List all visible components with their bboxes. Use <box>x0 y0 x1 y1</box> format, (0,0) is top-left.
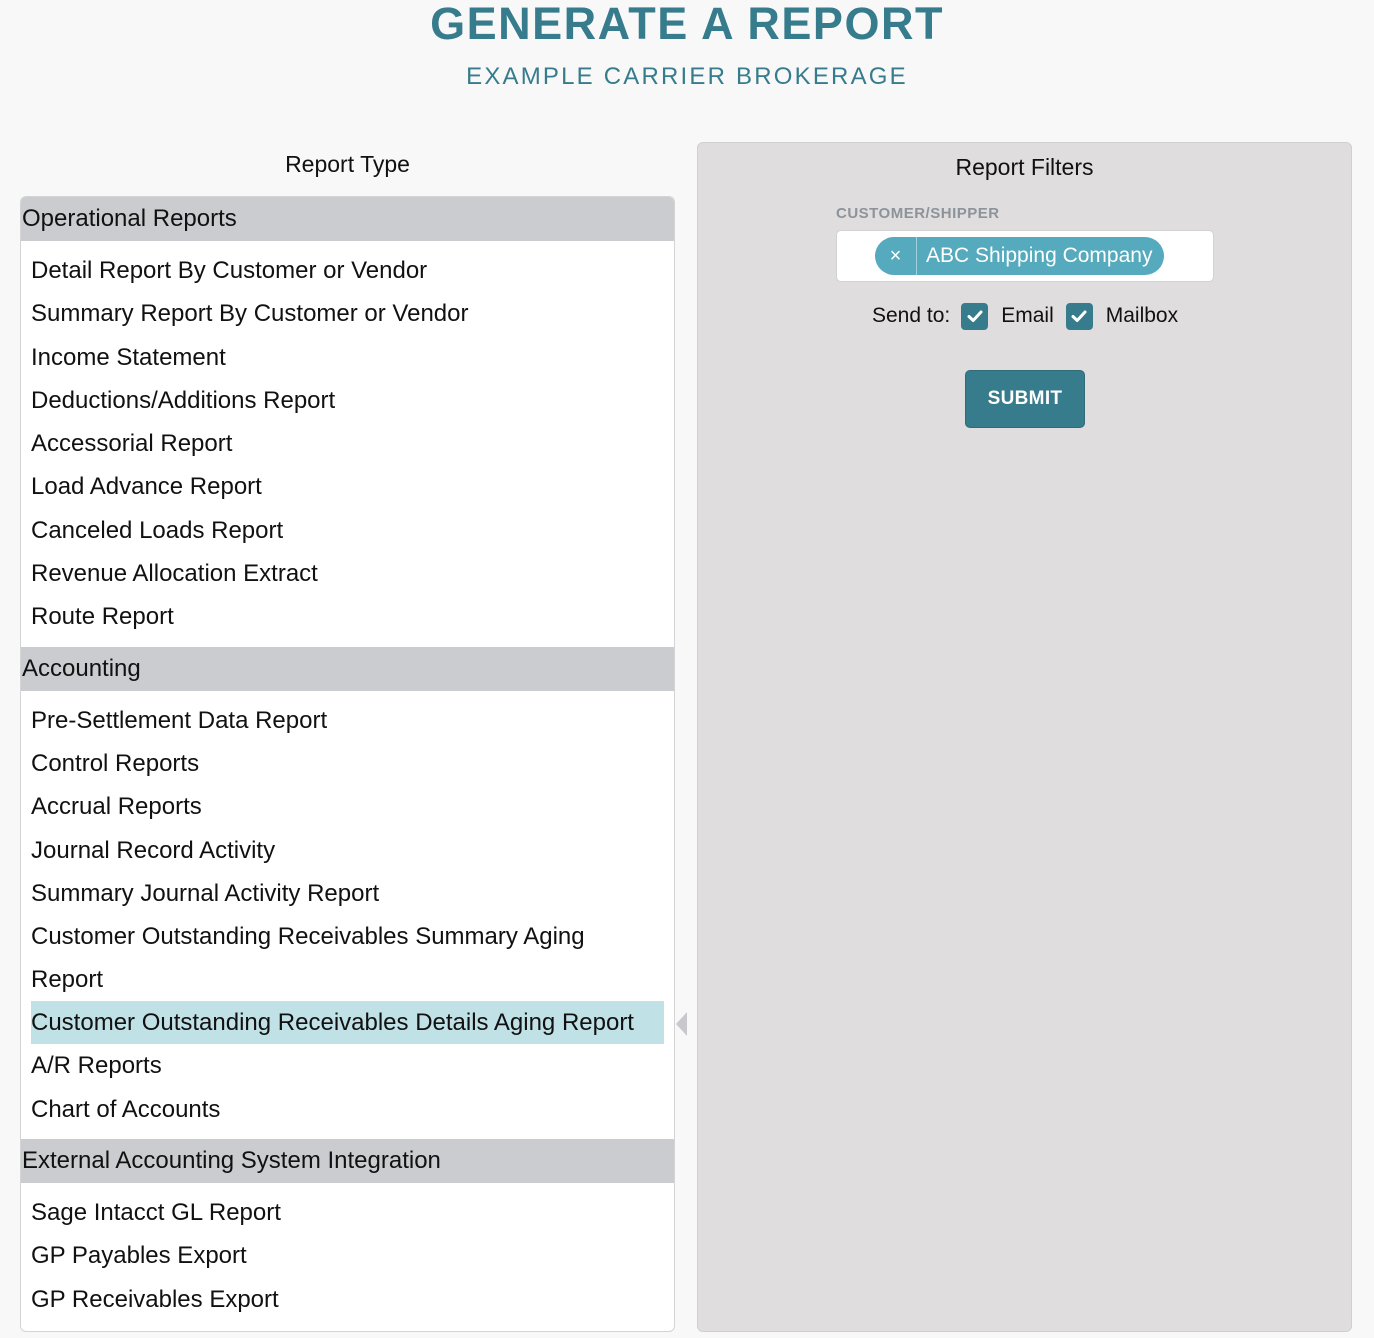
submit-button[interactable]: SUBMIT <box>965 370 1085 428</box>
report-item-gp-receivables-export[interactable]: GP Receivables Export <box>31 1285 279 1313</box>
group-header-accounting: Accounting <box>21 647 674 691</box>
report-item-canceled-loads[interactable]: Canceled Loads Report <box>31 516 284 544</box>
report-filters-panel <box>697 142 1352 1332</box>
report-item-pre-settlement[interactable]: Pre-Settlement Data Report <box>31 706 328 734</box>
checkmark-icon <box>966 307 984 325</box>
report-item-gp-payables-export[interactable]: GP Payables Export <box>31 1242 247 1270</box>
group-items-external-accounting <box>21 1183 674 1329</box>
report-type-column <box>20 140 675 1313</box>
send-to-label: Send to: <box>872 304 951 327</box>
email-checkbox[interactable] <box>961 303 988 330</box>
selection-pointer-icon <box>676 1012 687 1036</box>
customer-tag-label: ABC Shipping Company <box>926 244 1153 267</box>
report-item-receivables-details-aging[interactable]: Customer Outstanding Receivables Details Aging Report <box>31 1001 664 1044</box>
report-type-title: Report Type <box>285 151 410 177</box>
report-type-list <box>20 196 675 1332</box>
email-label: Email <box>1001 304 1054 327</box>
report-item-summary-by-customer[interactable]: Summary Report By Customer or Vendor <box>31 300 469 328</box>
report-item-load-advance[interactable]: Load Advance Report <box>31 473 262 501</box>
report-item-accrual-reports[interactable]: Accrual Reports <box>31 793 202 821</box>
report-filters-title: Report Filters <box>955 154 1094 180</box>
group-items-operational <box>21 241 674 647</box>
report-item-income-statement[interactable]: Income Statement <box>31 343 226 371</box>
mailbox-checkbox[interactable] <box>1066 303 1093 330</box>
page-title: GENERATE A REPORT <box>430 0 944 49</box>
report-item-sage-intacct-gl[interactable]: Sage Intacct GL Report <box>31 1199 281 1227</box>
customer-tag <box>875 237 1164 275</box>
company-subtitle: EXAMPLE CARRIER BROKERAGE <box>466 63 908 90</box>
checkmark-icon <box>1070 307 1088 325</box>
report-item-detail-by-customer[interactable]: Detail Report By Customer or Vendor <box>31 257 428 284</box>
send-to-row <box>872 301 1190 331</box>
report-item-control-reports[interactable]: Control Reports <box>31 749 200 777</box>
group-header-external-accounting: External Accounting System Integration <box>21 1139 674 1183</box>
group-header-operational: Operational Reports <box>21 197 674 241</box>
report-item-ar-reports[interactable]: A/R Reports <box>31 1052 162 1080</box>
report-item-route[interactable]: Route Report <box>31 603 174 631</box>
group-items-accounting <box>21 691 674 1139</box>
report-item-summary-journal-activity[interactable]: Summary Journal Activity Report <box>31 879 380 907</box>
customer-shipper-label: CUSTOMER/SHIPPER <box>836 205 1000 222</box>
report-item-revenue-allocation[interactable]: Revenue Allocation Extract <box>31 560 318 588</box>
customer-shipper-input[interactable] <box>836 230 1214 282</box>
tag-remove-icon[interactable]: × <box>875 237 917 275</box>
mailbox-label: Mailbox <box>1105 304 1179 327</box>
report-item-chart-of-accounts[interactable]: Chart of Accounts <box>31 1095 221 1123</box>
report-item-deductions-additions[interactable]: Deductions/Additions Report <box>31 386 336 414</box>
report-item-accessorial[interactable]: Accessorial Report <box>31 430 233 458</box>
report-item-receivables-summary-aging[interactable]: Customer Outstanding Receivables Summary Aging Report <box>31 923 585 994</box>
report-item-journal-record-activity[interactable]: Journal Record Activity <box>31 836 276 864</box>
